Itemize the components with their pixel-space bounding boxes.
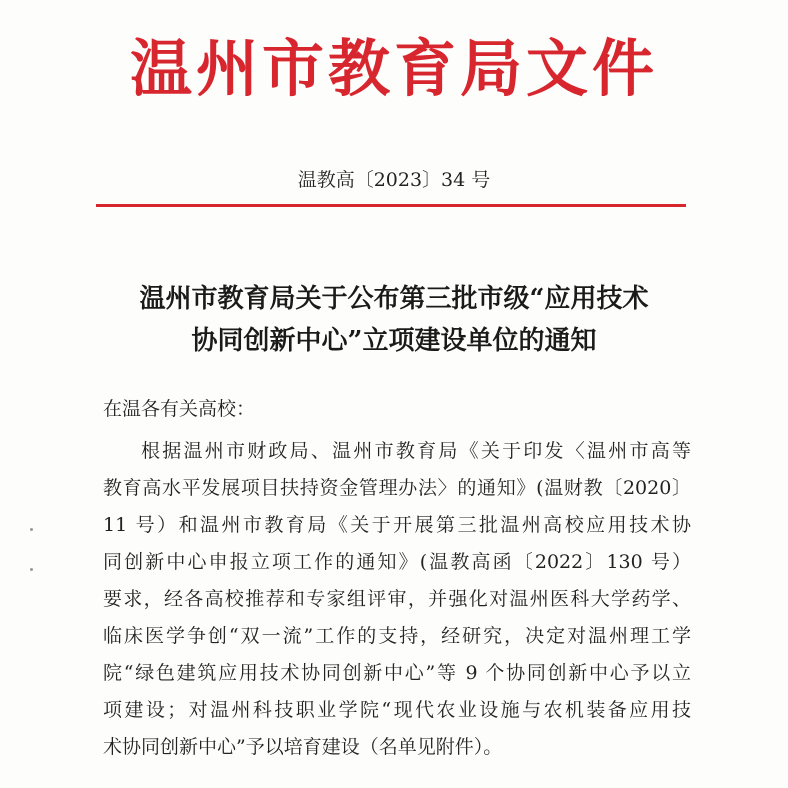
scan-speck xyxy=(30,568,33,571)
body-text-line: 同创新中心申报立项工作的通知》(温教高函〔2022〕130 号） xyxy=(103,551,691,573)
red-divider-line xyxy=(96,204,686,207)
body-text-line: 术协同创新中心”予以培育建设（名单见附件）。 xyxy=(103,736,503,758)
document-number: 温教高〔2023〕34 号 xyxy=(297,169,491,191)
salutation: 在温各有关高校： xyxy=(103,398,256,420)
agency-red-header: 温州市教育局文件 xyxy=(129,32,658,105)
body-text-line: 11 号）和温州市教育局《关于开展第三批温州高校应用技术协 xyxy=(103,514,691,536)
notice-title-line-1: 温州市教育局关于公布第三批市级“应用技术 xyxy=(139,284,649,314)
body-text-line: 根据温州市财政局、温州市教育局《关于印发〈温州市高等 xyxy=(141,440,691,462)
notice-title-line-2: 协同创新中心”立项建设单位的通知 xyxy=(191,326,597,356)
body-text-line: 要求，经各高校推荐和专家组评审，并强化对温州医科大学药学、 xyxy=(103,588,691,610)
scan-speck xyxy=(30,528,33,531)
body-text-line: 临床医学争创“双一流”工作的支持，经研究，决定对温州理工学 xyxy=(103,625,691,647)
body-text-line: 院“绿色建筑应用技术协同创新中心”等 9 个协同创新中心予以立 xyxy=(103,662,691,684)
body-text-line: 项建设；对温州科技职业学院“现代农业设施与农机装备应用技 xyxy=(103,699,691,721)
body-text-line: 教育高水平发展项目扶持资金管理办法〉的通知》(温财教〔2020〕 xyxy=(103,477,691,499)
